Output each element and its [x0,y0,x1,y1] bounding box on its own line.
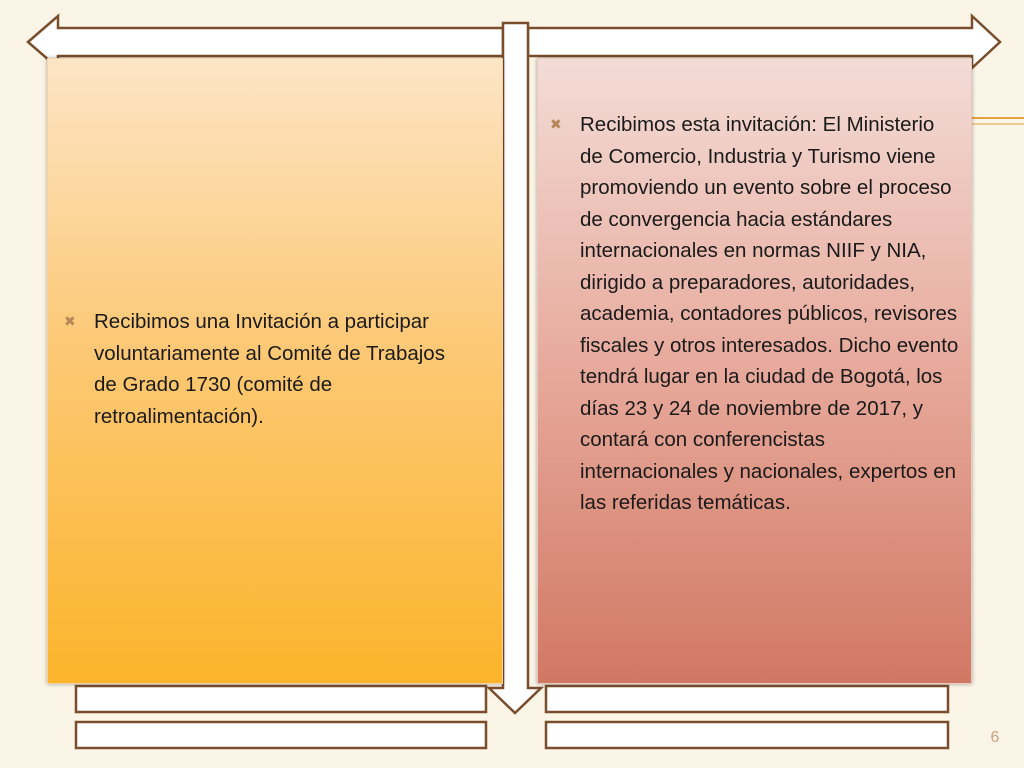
right-bullet-text: Recibimos esta invitación: El Ministerio de Comercio, Industria y Turismo viene promoviendo un evento sobre el proceso de convergencia hacia estándares internacionales en normas NIIF y NIA, dirigido a preparadores, autoridades, academia, contadores públicos, revisores fiscales y otros interesados. Dicho evento tendrá lugar en la ciudad de Bogotá, los días 23 y 24 de noviembre de 2017, y contará con conferencistas internacionales y nacionales, expertos en las referidas temáticas. [580,113,959,514]
x-bullet-icon: ✖ [64,313,76,329]
right-bullet-item [546,109,959,519]
left-content-panel [47,58,503,684]
bottom-bar-right-upper [546,686,948,712]
bottom-bar-right-lower [546,722,948,748]
slide-page-number: 6 [990,729,1000,746]
right-content-panel [537,58,972,684]
bottom-bar-left-lower [76,722,486,748]
left-bullet-text: Recibimos una Invitación a participar voluntariamente al Comité de Trabajos de Grado 1730 (comité de retroalimentación). [94,310,445,428]
x-bullet-icon: ✖ [550,116,562,132]
left-bullet-item [60,306,462,432]
bottom-bar-left-upper [76,686,486,712]
